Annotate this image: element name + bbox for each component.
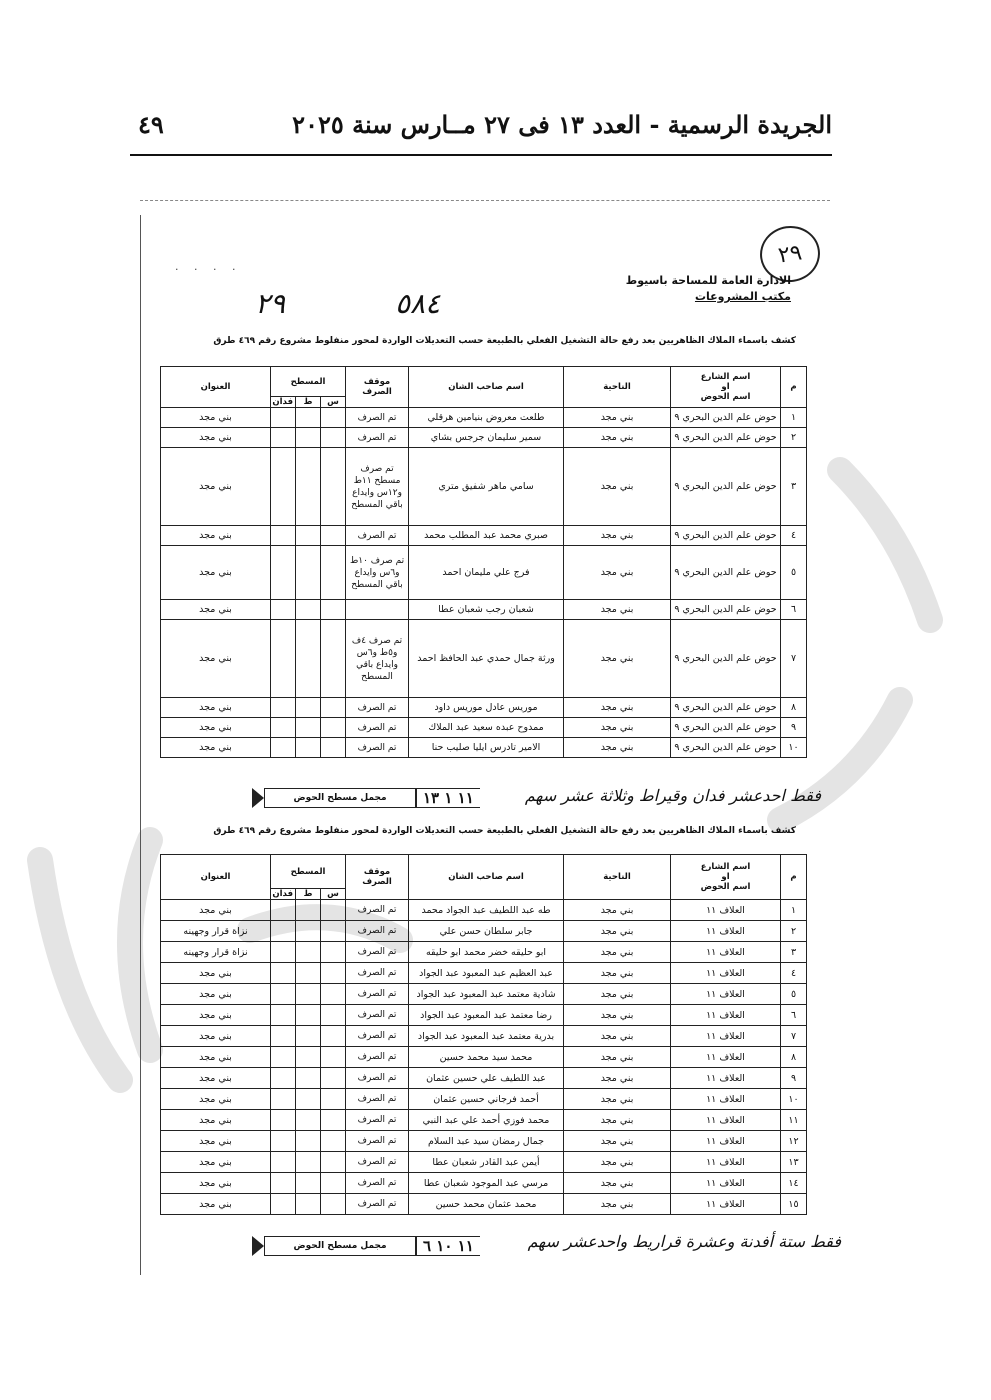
row-village: بني مجد bbox=[564, 984, 671, 1005]
table1-total-label: مجمل مسطح الحوض bbox=[264, 788, 416, 808]
row-village: بني مجد bbox=[564, 1110, 671, 1131]
row-area-feddan bbox=[271, 1047, 296, 1068]
row-area-feddan bbox=[271, 921, 296, 942]
row-index: ٥ bbox=[781, 546, 807, 600]
hand-number-left: ٢٩ bbox=[255, 287, 286, 320]
row-index: ٨ bbox=[781, 698, 807, 718]
table-row bbox=[161, 738, 807, 758]
table2-caption: كشف باسماء الملاك الظاهريين بعد رفع حالة التشغيل الفعلي بالطبيعة حسب التعديلات الواردة لمحور منفلوط مشروع رقم ٤٦٩ طرق bbox=[213, 826, 796, 836]
row-basin: حوض علم الدين البحري ٩ bbox=[671, 620, 781, 698]
row-area-qirat bbox=[296, 738, 321, 758]
row-area-feddan bbox=[271, 698, 296, 718]
table-row bbox=[161, 408, 807, 428]
row-basin: العلاف ١١ bbox=[671, 1026, 781, 1047]
row-disbursement: تم الصرف bbox=[346, 984, 409, 1005]
row-area-qirat bbox=[296, 1110, 321, 1131]
row-owner: عبد اللطيف علي حسين عثمان bbox=[409, 1068, 564, 1089]
row-disbursement: تم الصرف bbox=[346, 1173, 409, 1194]
row-address: بني مجد bbox=[161, 1089, 271, 1110]
row-area-sahm bbox=[321, 984, 346, 1005]
row-area-sahm bbox=[321, 921, 346, 942]
row-owner: موريس عادل موريس داود bbox=[409, 698, 564, 718]
table1-handwritten-total: فقط احدعشر فدان وقيراط وثلاثة عشر سهم bbox=[524, 786, 821, 805]
row-address: بني مجد bbox=[161, 428, 271, 448]
row-disbursement: تم الصرف bbox=[346, 942, 409, 963]
row-area-qirat bbox=[296, 408, 321, 428]
row-address: بني مجد bbox=[161, 526, 271, 546]
row-index: ٧ bbox=[781, 1026, 807, 1047]
row-basin: العلاف ١١ bbox=[671, 1131, 781, 1152]
table-row bbox=[161, 546, 807, 600]
hand-number-right: ٥٨٤ bbox=[395, 287, 441, 320]
row-address: بني مجد bbox=[161, 984, 271, 1005]
row-basin: العلاف ١١ bbox=[671, 1194, 781, 1215]
row-index: ١١ bbox=[781, 1110, 807, 1131]
arrow-icon bbox=[252, 788, 264, 808]
row-area-feddan bbox=[271, 738, 296, 758]
table-row bbox=[161, 1152, 807, 1173]
col-area: المسطح bbox=[271, 367, 346, 397]
row-index: ٦ bbox=[781, 600, 807, 620]
owners-table-2 bbox=[160, 854, 807, 1215]
row-index: ٣ bbox=[781, 448, 807, 526]
col-area: المسطح bbox=[271, 855, 346, 889]
row-village: بني مجد bbox=[564, 1194, 671, 1215]
row-basin: حوض علم الدين البحري ٩ bbox=[671, 600, 781, 620]
row-index: ٩ bbox=[781, 1068, 807, 1089]
row-index: ٩ bbox=[781, 718, 807, 738]
row-area-feddan bbox=[271, 1173, 296, 1194]
row-village: بني مجد bbox=[564, 1152, 671, 1173]
row-basin: العلاف ١١ bbox=[671, 1068, 781, 1089]
row-village: بني مجد bbox=[564, 448, 671, 526]
row-area-feddan bbox=[271, 963, 296, 984]
row-address: نزاة قرار وجهينه bbox=[161, 921, 271, 942]
row-area-sahm bbox=[321, 738, 346, 758]
row-area-sahm bbox=[321, 428, 346, 448]
row-basin: حوض علم الدين البحري ٩ bbox=[671, 408, 781, 428]
row-basin: حوض علم الدين البحري ٩ bbox=[671, 738, 781, 758]
col-index: م bbox=[781, 855, 807, 900]
row-area-feddan bbox=[271, 408, 296, 428]
row-area-qirat bbox=[296, 546, 321, 600]
col-street-or-basin: اسم الشارع او اسم الحوض bbox=[671, 855, 781, 900]
table-row bbox=[161, 1173, 807, 1194]
row-disbursement bbox=[346, 600, 409, 620]
col-street-or-basin: اسم الشارع او اسم الحوض bbox=[671, 367, 781, 408]
row-disbursement: تم الصرف bbox=[346, 408, 409, 428]
table-row bbox=[161, 963, 807, 984]
row-area-sahm bbox=[321, 1005, 346, 1026]
row-owner: محمد عثمان محمد حسين bbox=[409, 1194, 564, 1215]
row-area-feddan bbox=[271, 1110, 296, 1131]
row-address: بني مجد bbox=[161, 1131, 271, 1152]
col-area-feddan: فدان bbox=[271, 889, 296, 900]
row-owner: جمال رمضان سيد عبد السلام bbox=[409, 1131, 564, 1152]
row-owner: رضا معتمد عبد المعبود عبد الجواد bbox=[409, 1005, 564, 1026]
col-village: الناحية bbox=[564, 367, 671, 408]
row-area-feddan bbox=[271, 600, 296, 620]
row-disbursement: تم الصرف bbox=[346, 1068, 409, 1089]
row-village: بني مجد bbox=[564, 546, 671, 600]
row-basin: حوض علم الدين البحري ٩ bbox=[671, 448, 781, 526]
row-area-feddan bbox=[271, 942, 296, 963]
row-basin: حوض علم الدين البحري ٩ bbox=[671, 428, 781, 448]
row-basin: حوض علم الدين البحري ٩ bbox=[671, 718, 781, 738]
col-disbursement: موقف الصرف bbox=[346, 367, 409, 408]
row-basin: العلاف ١١ bbox=[671, 1152, 781, 1173]
row-area-sahm bbox=[321, 698, 346, 718]
row-address: بني مجد bbox=[161, 600, 271, 620]
row-area-feddan bbox=[271, 428, 296, 448]
row-disbursement: تم الصرف bbox=[346, 900, 409, 921]
col-owner: اسم صاحب الشان bbox=[409, 367, 564, 408]
table-row bbox=[161, 1047, 807, 1068]
row-area-qirat bbox=[296, 526, 321, 546]
row-area-qirat bbox=[296, 1005, 321, 1026]
col-area-qirat: ط bbox=[296, 889, 321, 900]
row-area-sahm bbox=[321, 1089, 346, 1110]
header-divider bbox=[130, 154, 832, 156]
row-disbursement: تم الصرف bbox=[346, 963, 409, 984]
row-owner: شادية معتمد عبد المعبود عبد الجواد bbox=[409, 984, 564, 1005]
row-address: بني مجد bbox=[161, 448, 271, 526]
row-address: بني مجد bbox=[161, 1005, 271, 1026]
row-area-sahm bbox=[321, 1131, 346, 1152]
row-owner: طلعت معروض بنيامين هرقلي bbox=[409, 408, 564, 428]
row-village: بني مجد bbox=[564, 1089, 671, 1110]
row-area-qirat bbox=[296, 698, 321, 718]
row-disbursement: تم الصرف bbox=[346, 1110, 409, 1131]
col-address: العنوان bbox=[161, 855, 271, 900]
row-index: ٥ bbox=[781, 984, 807, 1005]
row-disbursement: تم الصرف bbox=[346, 1152, 409, 1173]
row-index: ٢ bbox=[781, 921, 807, 942]
table-row bbox=[161, 1068, 807, 1089]
row-area-sahm bbox=[321, 600, 346, 620]
row-area-sahm bbox=[321, 1047, 346, 1068]
row-basin: العلاف ١١ bbox=[671, 1047, 781, 1068]
row-area-feddan bbox=[271, 526, 296, 546]
row-owner: بدرية معتمد عبد المعبود عبد الجواد bbox=[409, 1026, 564, 1047]
row-area-sahm bbox=[321, 1152, 346, 1173]
row-basin: حوض علم الدين البحري ٩ bbox=[671, 546, 781, 600]
row-area-qirat bbox=[296, 1152, 321, 1173]
table2-total-value: ١١ ١٠ ٦ bbox=[416, 1236, 480, 1256]
row-address: بني مجد bbox=[161, 963, 271, 984]
org-name: الادارة العامة للمساحة باسيوط bbox=[625, 274, 791, 287]
row-disbursement: تم الصرف bbox=[346, 1005, 409, 1026]
row-area-feddan bbox=[271, 1026, 296, 1047]
row-village: بني مجد bbox=[564, 963, 671, 984]
row-index: ١ bbox=[781, 900, 807, 921]
row-area-qirat bbox=[296, 1131, 321, 1152]
issuing-authority bbox=[626, 273, 791, 305]
scan-specks: · · · · bbox=[175, 263, 242, 276]
row-address: بني مجد bbox=[161, 1110, 271, 1131]
row-owner: محمد فوزي أحمد علي عبد النبي bbox=[409, 1110, 564, 1131]
row-address: بني مجد bbox=[161, 738, 271, 758]
row-basin: العلاف ١١ bbox=[671, 1005, 781, 1026]
row-index: ١ bbox=[781, 408, 807, 428]
table-row bbox=[161, 1089, 807, 1110]
table-row bbox=[161, 1026, 807, 1047]
page-header bbox=[130, 110, 832, 154]
row-basin: العلاف ١١ bbox=[671, 921, 781, 942]
table2-handwritten-total: فقط ستة أفدنة وعشرة قراريط واحدعشر سهم bbox=[527, 1232, 841, 1251]
row-area-qirat bbox=[296, 900, 321, 921]
row-area-qirat bbox=[296, 620, 321, 698]
row-village: بني مجد bbox=[564, 408, 671, 428]
row-owner: سمير سليمان جرجس بشاي bbox=[409, 428, 564, 448]
row-address: بني مجد bbox=[161, 698, 271, 718]
row-disbursement: تم صرف ٤ف و٥ط و٦س وايداع باقي المسطح bbox=[346, 620, 409, 698]
row-basin: العلاف ١١ bbox=[671, 1173, 781, 1194]
table-row bbox=[161, 921, 807, 942]
row-disbursement: تم الصرف bbox=[346, 1026, 409, 1047]
row-address: بني مجد bbox=[161, 546, 271, 600]
arrow-icon bbox=[252, 1236, 264, 1256]
row-area-sahm bbox=[321, 1026, 346, 1047]
table-row bbox=[161, 1005, 807, 1026]
row-area-qirat bbox=[296, 1194, 321, 1215]
row-area-sahm bbox=[321, 448, 346, 526]
row-area-feddan bbox=[271, 1068, 296, 1089]
row-address: بني مجد bbox=[161, 1026, 271, 1047]
col-area-qirat: ط bbox=[296, 397, 321, 408]
row-village: بني مجد bbox=[564, 620, 671, 698]
row-index: ١٥ bbox=[781, 1194, 807, 1215]
owners-table-1 bbox=[160, 366, 807, 758]
col-disbursement: موقف الصرف bbox=[346, 855, 409, 900]
row-disbursement: تم الصرف bbox=[346, 1131, 409, 1152]
row-address: بني مجد bbox=[161, 408, 271, 428]
row-village: بني مجد bbox=[564, 1026, 671, 1047]
row-area-qirat bbox=[296, 963, 321, 984]
row-disbursement: تم الصرف bbox=[346, 921, 409, 942]
row-village: بني مجد bbox=[564, 1173, 671, 1194]
row-area-qirat bbox=[296, 448, 321, 526]
row-owner: ابو حليقه خضر محمد ابو حليقه bbox=[409, 942, 564, 963]
table-row bbox=[161, 718, 807, 738]
row-area-qirat bbox=[296, 921, 321, 942]
row-index: ١٣ bbox=[781, 1152, 807, 1173]
row-village: بني مجد bbox=[564, 1068, 671, 1089]
table-row bbox=[161, 526, 807, 546]
row-area-sahm bbox=[321, 526, 346, 546]
row-owner: أحمد فرجاني حسين عثمان bbox=[409, 1089, 564, 1110]
table-row bbox=[161, 1110, 807, 1131]
row-index: ١٢ bbox=[781, 1131, 807, 1152]
table-row bbox=[161, 900, 807, 921]
row-address: بني مجد bbox=[161, 1152, 271, 1173]
row-area-qirat bbox=[296, 1173, 321, 1194]
table-row bbox=[161, 1194, 807, 1215]
row-index: ٤ bbox=[781, 526, 807, 546]
row-village: بني مجد bbox=[564, 526, 671, 546]
circled-sheet-number: ٢٩ bbox=[756, 222, 823, 286]
row-index: ٢ bbox=[781, 428, 807, 448]
row-disbursement: تم الصرف bbox=[346, 1047, 409, 1068]
row-area-qirat bbox=[296, 1089, 321, 1110]
table2-total-label: مجمل مسطح الحوض bbox=[264, 1236, 416, 1256]
row-disbursement: تم صرف ١٠ط و٦س وايداع باقي المسطح bbox=[346, 546, 409, 600]
row-area-feddan bbox=[271, 718, 296, 738]
row-area-qirat bbox=[296, 600, 321, 620]
row-area-sahm bbox=[321, 1110, 346, 1131]
col-address: العنوان bbox=[161, 367, 271, 408]
row-index: ٦ bbox=[781, 1005, 807, 1026]
table-row bbox=[161, 620, 807, 698]
table-row bbox=[161, 698, 807, 718]
row-basin: العلاف ١١ bbox=[671, 984, 781, 1005]
row-village: بني مجد bbox=[564, 1131, 671, 1152]
row-owner: محمد سيد محمد حسين bbox=[409, 1047, 564, 1068]
row-address: بني مجد bbox=[161, 1068, 271, 1089]
row-index: ٨ bbox=[781, 1047, 807, 1068]
row-disbursement: تم الصرف bbox=[346, 526, 409, 546]
row-area-feddan bbox=[271, 1089, 296, 1110]
row-area-qirat bbox=[296, 1068, 321, 1089]
row-owner: ممدوح عبده سعيد عبد الملاك bbox=[409, 718, 564, 738]
row-owner: جابر سلطان حسن علي bbox=[409, 921, 564, 942]
row-address: بني مجد bbox=[161, 718, 271, 738]
row-owner: عبد العظيم عبد المعبود عبد الجواد bbox=[409, 963, 564, 984]
row-basin: العلاف ١١ bbox=[671, 1089, 781, 1110]
row-area-sahm bbox=[321, 1194, 346, 1215]
row-area-feddan bbox=[271, 984, 296, 1005]
row-disbursement: تم الصرف bbox=[346, 1089, 409, 1110]
table-row bbox=[161, 600, 807, 620]
row-village: بني مجد bbox=[564, 900, 671, 921]
col-index: م bbox=[781, 367, 807, 408]
table1-total-value: ١١ ١ ١٣ bbox=[416, 788, 480, 808]
row-owner: سامي ماهر شفيق متري bbox=[409, 448, 564, 526]
row-disbursement: تم صرف مسطح ١١ط و١٢س وايداع باقي المسطح bbox=[346, 448, 409, 526]
row-address: بني مجد bbox=[161, 1047, 271, 1068]
row-index: ٧ bbox=[781, 620, 807, 698]
row-basin: العلاف ١١ bbox=[671, 900, 781, 921]
row-basin: العلاف ١١ bbox=[671, 1110, 781, 1131]
col-area-feddan: فدان bbox=[271, 397, 296, 408]
row-disbursement: تم الصرف bbox=[346, 698, 409, 718]
table2-total bbox=[252, 1236, 480, 1256]
row-address: بني مجد bbox=[161, 1173, 271, 1194]
row-disbursement: تم الصرف bbox=[346, 738, 409, 758]
row-village: بني مجد bbox=[564, 942, 671, 963]
row-owner: مرسي عبد الموجود شعبان عطا bbox=[409, 1173, 564, 1194]
row-area-feddan bbox=[271, 1194, 296, 1215]
row-area-sahm bbox=[321, 942, 346, 963]
row-address: بني مجد bbox=[161, 620, 271, 698]
row-area-qirat bbox=[296, 984, 321, 1005]
row-area-sahm bbox=[321, 408, 346, 428]
row-index: ١٠ bbox=[781, 1089, 807, 1110]
row-basin: حوض علم الدين البحري ٩ bbox=[671, 698, 781, 718]
row-village: بني مجد bbox=[564, 698, 671, 718]
row-index: ٤ bbox=[781, 963, 807, 984]
row-village: بني مجد bbox=[564, 738, 671, 758]
row-village: بني مجد bbox=[564, 921, 671, 942]
row-basin: العلاف ١١ bbox=[671, 963, 781, 984]
row-area-sahm bbox=[321, 1173, 346, 1194]
row-area-feddan bbox=[271, 1152, 296, 1173]
row-owner: الامير تادرس ايليا صليب حنا bbox=[409, 738, 564, 758]
row-area-sahm bbox=[321, 1068, 346, 1089]
col-area-sahm: س bbox=[321, 397, 346, 408]
col-area-sahm: س bbox=[321, 889, 346, 900]
row-village: بني مجد bbox=[564, 718, 671, 738]
row-area-feddan bbox=[271, 546, 296, 600]
gazette-title: الجريدة الرسمية - العدد ١٣ فى ٢٧ مــارس سنة ٢٠٢٥ bbox=[292, 110, 832, 139]
row-disbursement: تم الصرف bbox=[346, 718, 409, 738]
row-village: بني مجد bbox=[564, 1005, 671, 1026]
row-basin: العلاف ١١ bbox=[671, 942, 781, 963]
row-area-qirat bbox=[296, 1047, 321, 1068]
row-owner: فرج علي مليمان احمد bbox=[409, 546, 564, 600]
row-basin: حوض علم الدين البحري ٩ bbox=[671, 526, 781, 546]
table1-total bbox=[252, 788, 480, 808]
row-village: بني مجد bbox=[564, 428, 671, 448]
row-area-feddan bbox=[271, 1005, 296, 1026]
table-row bbox=[161, 428, 807, 448]
scan-top-edge bbox=[140, 200, 830, 203]
row-area-sahm bbox=[321, 546, 346, 600]
row-village: بني مجد bbox=[564, 1047, 671, 1068]
row-address: بني مجد bbox=[161, 900, 271, 921]
col-owner: اسم صاحب الشان bbox=[409, 855, 564, 900]
table-row bbox=[161, 1131, 807, 1152]
row-disbursement: تم الصرف bbox=[346, 428, 409, 448]
row-disbursement: تم الصرف bbox=[346, 1194, 409, 1215]
row-area-qirat bbox=[296, 942, 321, 963]
row-area-qirat bbox=[296, 718, 321, 738]
row-owner: ورثة جمال حمدي عبد الحافظ احمد bbox=[409, 620, 564, 698]
office-name: مكتب المشروعات bbox=[694, 290, 791, 303]
row-area-feddan bbox=[271, 448, 296, 526]
row-index: ١٠ bbox=[781, 738, 807, 758]
row-village: بني مجد bbox=[564, 600, 671, 620]
table1-caption: كشف باسماء الملاك الظاهريين بعد رفع حالة التشغيل الفعلي بالطبيعة حسب التعديلات الواردة لمحور منفلوط مشروع رقم ٤٦٩ طرق bbox=[213, 336, 796, 346]
row-address: بني مجد bbox=[161, 1194, 271, 1215]
row-owner: طه عبد اللطيف عبد الجواد محمد bbox=[409, 900, 564, 921]
row-area-feddan bbox=[271, 900, 296, 921]
row-owner: شعبان رجب شعبان عطا bbox=[409, 600, 564, 620]
row-index: ١٤ bbox=[781, 1173, 807, 1194]
table-row bbox=[161, 984, 807, 1005]
table-row bbox=[161, 448, 807, 526]
row-area-feddan bbox=[271, 1131, 296, 1152]
table-row bbox=[161, 942, 807, 963]
row-area-sahm bbox=[321, 900, 346, 921]
row-area-feddan bbox=[271, 620, 296, 698]
col-village: الناحية bbox=[564, 855, 671, 900]
row-address: نزاة قرار وجهينه bbox=[161, 942, 271, 963]
row-area-sahm bbox=[321, 718, 346, 738]
row-index: ٣ bbox=[781, 942, 807, 963]
row-area-sahm bbox=[321, 963, 346, 984]
page-number: ٤٩ bbox=[138, 110, 164, 139]
row-area-qirat bbox=[296, 1026, 321, 1047]
row-owner: صبري محمد عبد المطلب محمد bbox=[409, 526, 564, 546]
row-area-qirat bbox=[296, 428, 321, 448]
row-owner: أيمن عبد القادر شعبان عطا bbox=[409, 1152, 564, 1173]
row-area-sahm bbox=[321, 620, 346, 698]
